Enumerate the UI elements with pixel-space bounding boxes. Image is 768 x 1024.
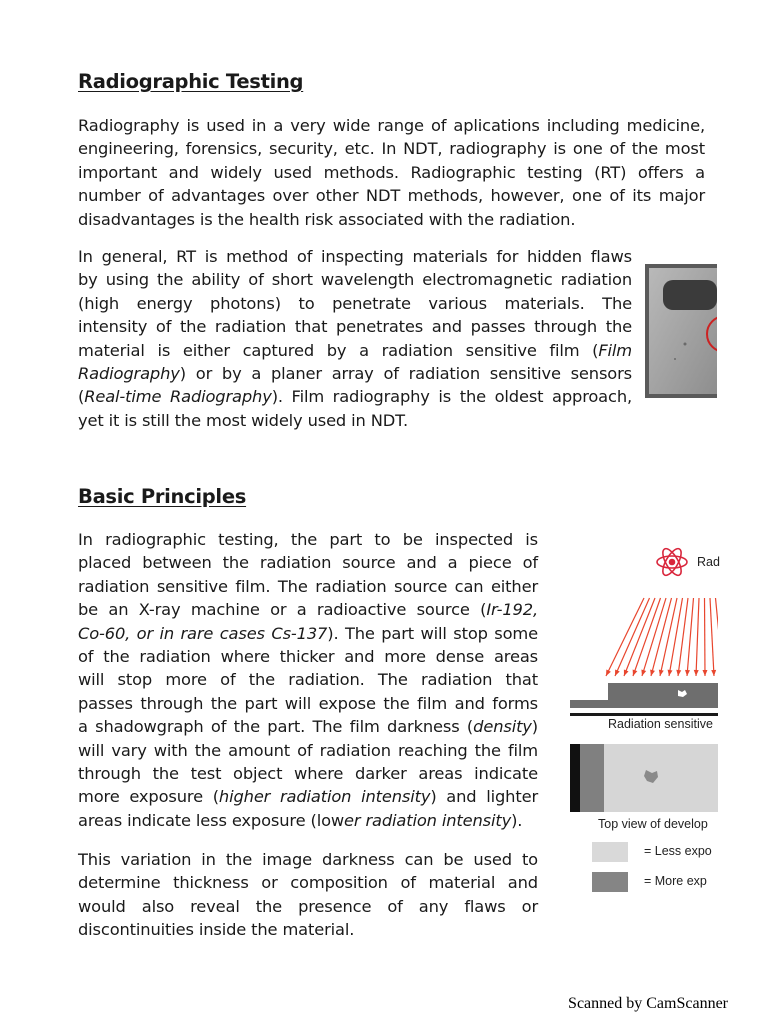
test-part (570, 683, 718, 708)
legend-less-swatch (592, 842, 628, 862)
rt-definition-paragraph (78, 245, 632, 432)
text-line: determine thickness or composition of material and (78, 873, 538, 893)
text-line: In radiographic testing, the part to be inspected is (78, 530, 538, 549)
text-line: will vary with the amount of radiation reaching the film (78, 740, 538, 760)
section-heading-radiographic-testing: Radiographic Testing (78, 70, 304, 93)
radiation-ray (696, 598, 699, 676)
text-line (78, 785, 538, 808)
text-line (78, 622, 538, 645)
ray-arrowhead (668, 670, 673, 676)
radiation-ray (716, 598, 719, 676)
text-run: ). The part will stop some (327, 623, 538, 643)
source-label: Rad (697, 555, 720, 569)
italic-term: Co-60, or in rare cases Cs-137 (78, 623, 328, 643)
section-heading-basic-principles: Basic Principles (78, 485, 247, 508)
text-line: important and widely used methods. Radiographic testing (RT) offers a (78, 162, 705, 182)
italic-term: er radiation intensity (344, 810, 512, 830)
legend-less-label: = Less expo (644, 844, 712, 858)
text-line: discontinuities inside the material. (78, 920, 355, 940)
text-line: number of advantages over other NDT methods, however, one of its major (78, 186, 705, 206)
radiation-source-icon (657, 546, 687, 578)
radiation-ray (615, 598, 650, 676)
text-line (78, 598, 538, 621)
text-line: Radiography is used in a very wide range of aplications including medicine, (78, 116, 705, 135)
text-line: of the radiation where thicker and more dense areas (78, 647, 538, 667)
radiation-ray (633, 598, 661, 676)
radiograph-speck (674, 358, 676, 360)
atom-nucleus (670, 560, 675, 565)
radiograph-image (645, 264, 717, 398)
text-line: through the test object where darker areas indicate (78, 764, 538, 784)
text-run: ) or by a planer array of radiation sensitive sensors (179, 364, 632, 384)
ray-arrowhead (624, 670, 629, 676)
radiation-rays (606, 598, 718, 676)
italic-term: higher radiation intensity (218, 787, 431, 807)
ray-arrowhead (641, 670, 646, 676)
text-run: more exposure ( (78, 787, 219, 807)
ray-arrowhead (659, 670, 664, 676)
italic-term: density (473, 717, 532, 737)
film-topview-light (604, 744, 718, 812)
film-topview-black (570, 744, 580, 812)
text-line: yet it is still the most widely used in NDT. (78, 410, 409, 430)
radiation-ray (624, 598, 655, 676)
text-line: placed between the radiation source and a piece of (78, 553, 538, 573)
text-line (78, 715, 538, 738)
text-run: material is either captured by a radiation sensitive film ( (78, 340, 599, 360)
ray-arrowhead (694, 670, 699, 676)
scanner-footer: Scanned by CamScanner (568, 995, 728, 1012)
text-run: areas indicate less exposure (low (78, 810, 345, 830)
text-line (78, 809, 538, 832)
text-line: would also reveal the presence of any flaws or (78, 896, 538, 916)
radiation-ray (678, 598, 688, 676)
radiation-ray (687, 598, 694, 676)
text-run: ). (511, 810, 523, 830)
text-run: ). Film radiography is the oldest approach, (271, 387, 633, 407)
text-line: engineering, forensics, security, etc. In NDT, radiography is one of the most (78, 139, 705, 159)
text-line: In general, RT is method of inspecting materials for hidden flaws (78, 247, 632, 266)
text-run: ) (531, 717, 538, 737)
density-variation-paragraph (78, 848, 538, 942)
text-line: radiation sensitive film. The radiation source can either (78, 576, 538, 596)
text-line (78, 339, 632, 362)
italic-term: Film (598, 340, 632, 360)
radiation-ray (669, 598, 683, 676)
ray-arrowhead (676, 670, 681, 676)
film-strip (570, 713, 718, 716)
italic-term: Ir-192, (486, 600, 538, 620)
ray-arrowhead (702, 670, 707, 676)
text-line: This variation in the image darkness can be used to (78, 850, 538, 869)
radiation-ray (606, 598, 644, 676)
text-run: ( (78, 387, 85, 407)
ray-arrowhead (711, 670, 716, 676)
legend-more-swatch (592, 872, 628, 892)
text-line (78, 385, 632, 408)
text-line: disadvantages is the health risk associated with the radiation. (78, 209, 576, 229)
text-line: passes through the part will expose the film and forms (78, 693, 538, 713)
radiation-ray (710, 598, 714, 676)
text-line: will stop more of the radiation. The radiation that (78, 670, 538, 690)
topview-label: Top view of develop (598, 817, 708, 831)
film-label: Radiation sensitive (608, 717, 713, 731)
legend-more-label: = More exp (644, 874, 707, 888)
text-run: ) and lighter (430, 787, 538, 807)
text-run: be an X-ray machine or a radioactive source ( (78, 600, 487, 620)
radiation-ray (705, 598, 706, 676)
italic-term: Real-time Radiography (84, 387, 272, 407)
text-line (78, 362, 632, 385)
radiograph-slot (663, 280, 717, 310)
text-line: (high energy photons) to penetrate various materials. The (78, 293, 632, 313)
text-run: a shadowgraph of the part. The film darkness ( (78, 717, 474, 737)
basic-principles-paragraph (78, 528, 538, 832)
radiograph-speck (684, 343, 687, 346)
intro-paragraph (78, 114, 705, 231)
ray-arrowhead (633, 670, 638, 676)
text-line: intensity of the radiation that penetrates and passes through the (78, 317, 632, 337)
text-line: by using the ability of short wavelength electromagnetic radiation (78, 270, 632, 290)
film-topview-dark (580, 744, 604, 812)
italic-term: Radiography (78, 364, 180, 384)
